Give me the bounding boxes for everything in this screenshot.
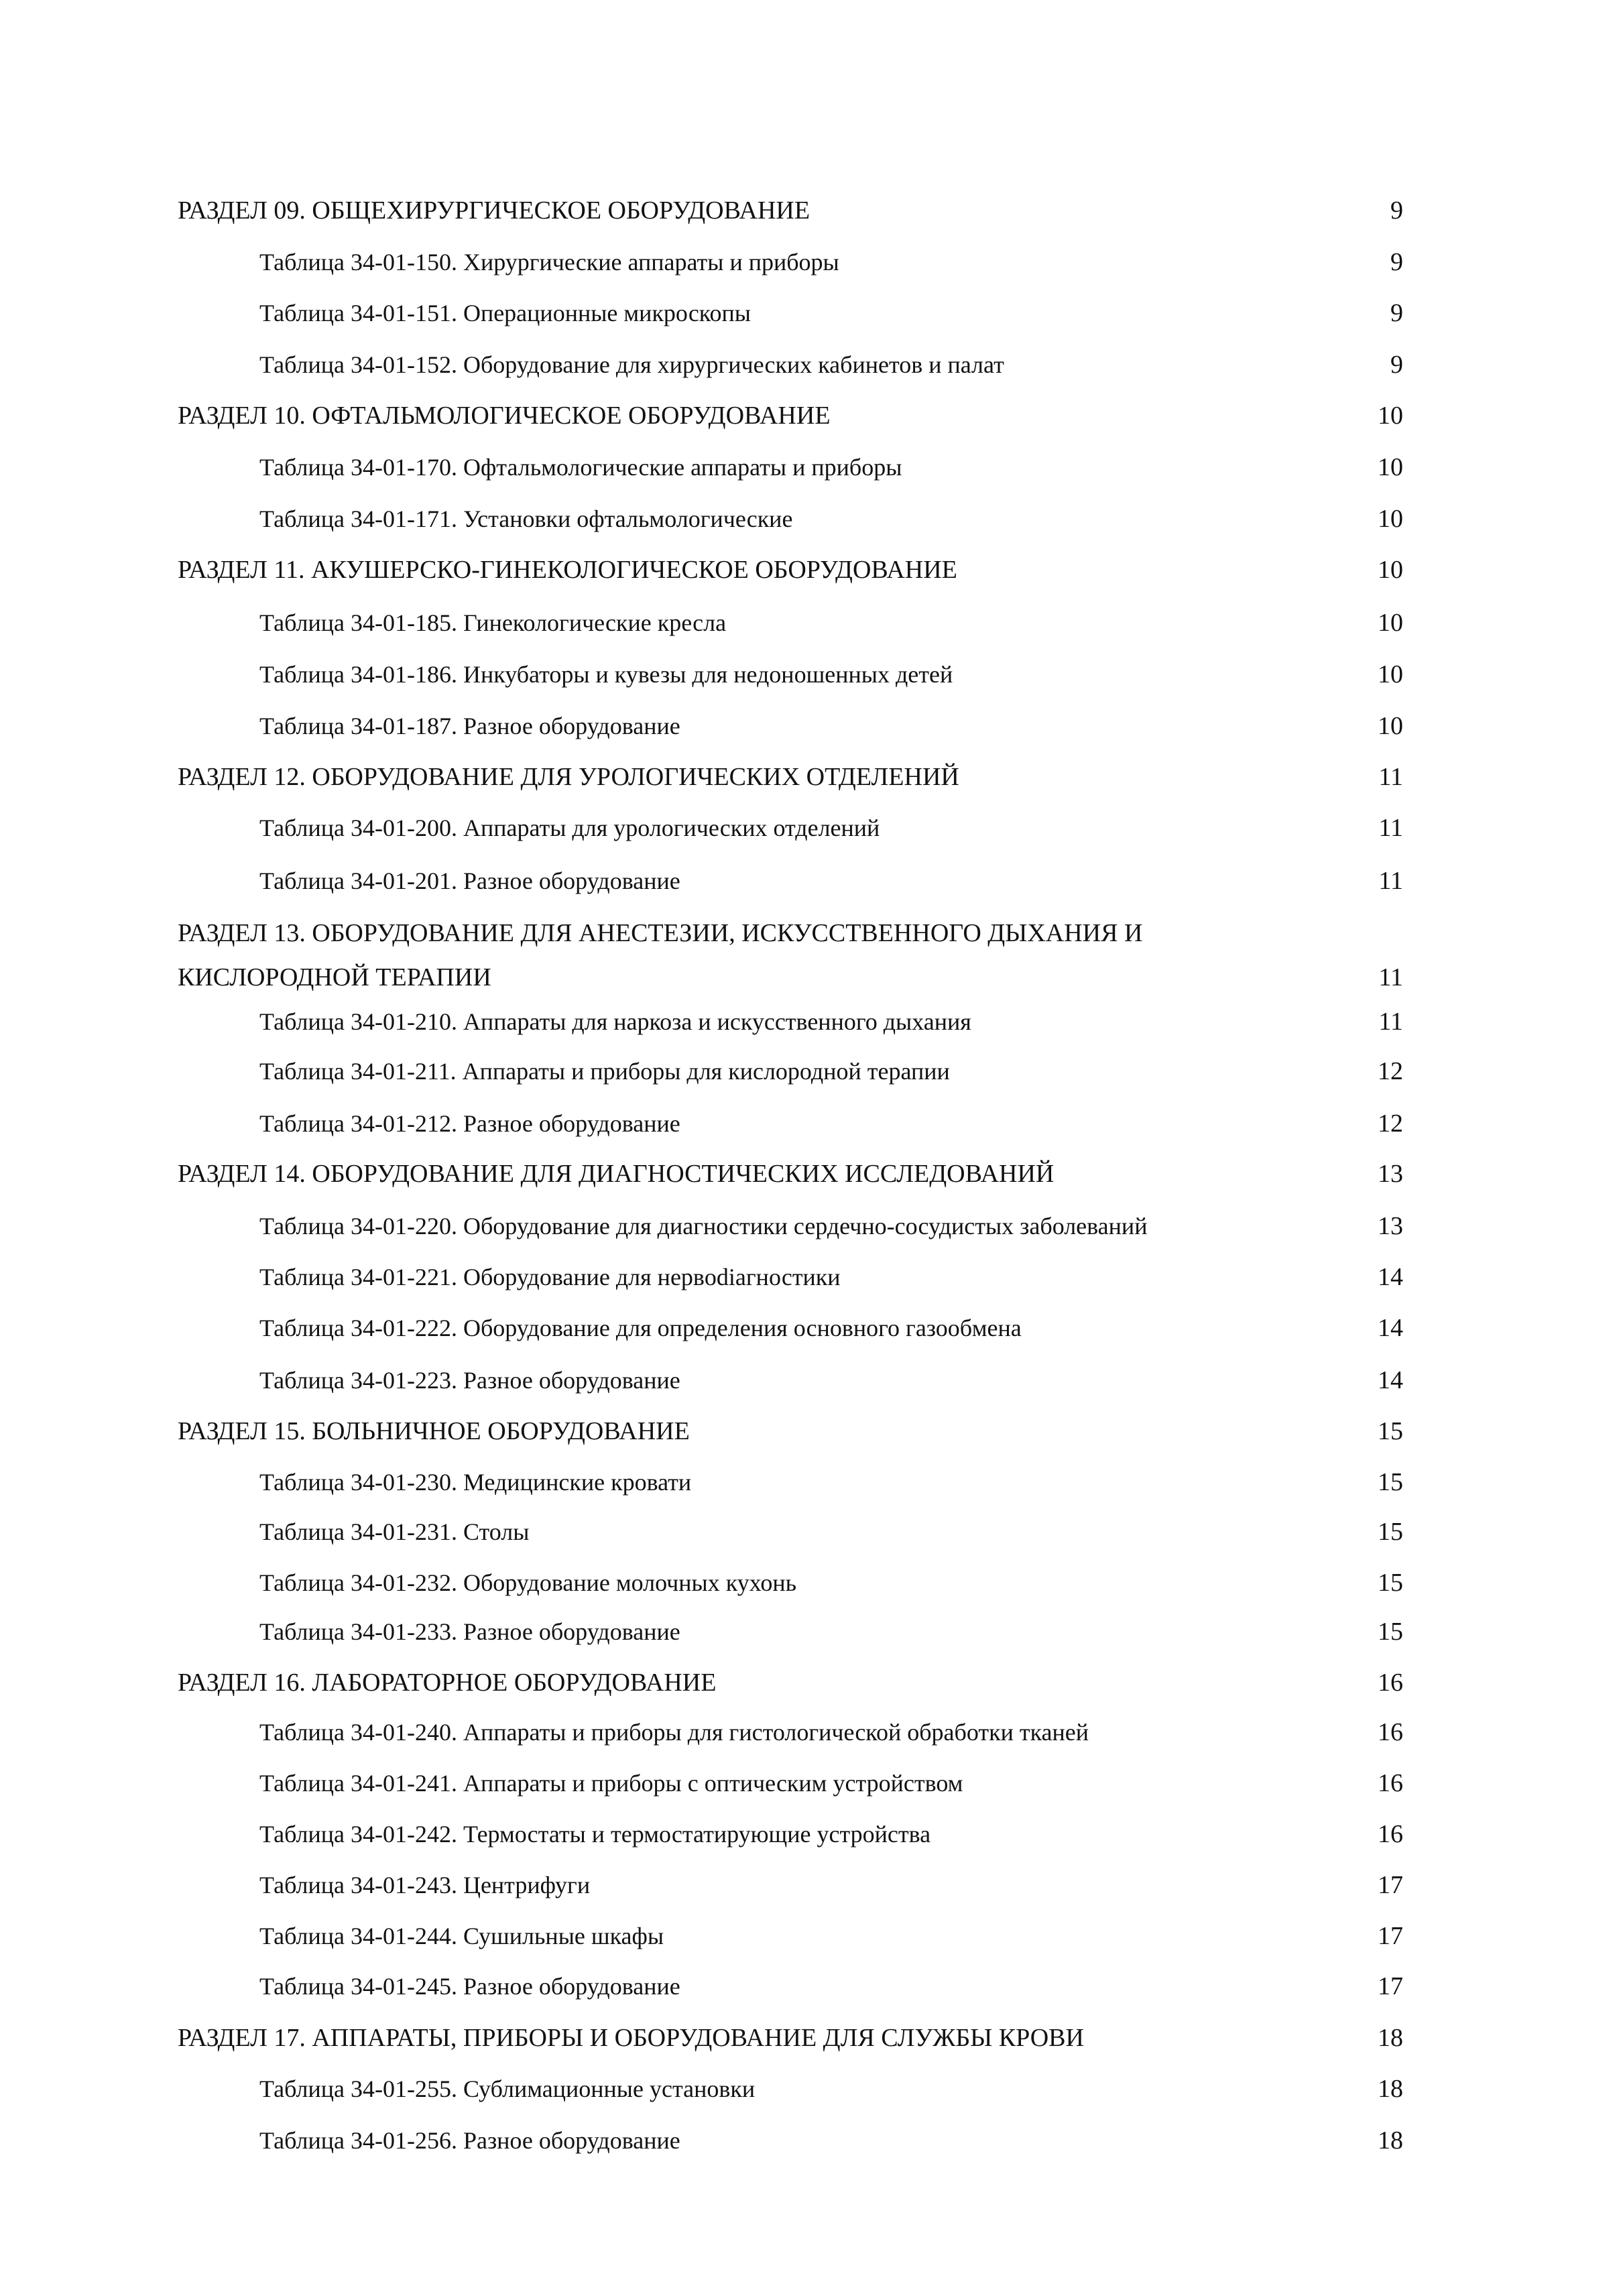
- toc-page-number: 10: [1378, 712, 1403, 740]
- toc-section-title: РАЗДЕЛ 16. ЛАБОРАТОРНОЕ ОБОРУДОВАНИЕ: [178, 1669, 717, 1697]
- toc-table-title: Таблица 34-01-187. Разное оборудование: [259, 713, 680, 739]
- toc-section-title: РАЗДЕЛ 14. ОБОРУДОВАНИЕ ДЛЯ ДИАГНОСТИЧЕСКИХ ИССЛЕДОВАНИЙ: [178, 1160, 1055, 1188]
- toc-page-number: 18: [1378, 2075, 1403, 2103]
- toc-page-number: 14: [1378, 1366, 1403, 1394]
- toc-table-title: Таблица 34-01-241. Аппараты и приборы с оптическим устройством: [259, 1770, 963, 1797]
- toc-table-title: Таблица 34-01-186. Инкубаторы и кувезы для недоношенных детей: [259, 661, 953, 688]
- toc-table-title: Таблица 34-01-256. Разное оборудование: [259, 2127, 680, 2154]
- toc-section-title: РАЗДЕЛ 09. ОБЩЕХИРУРГИЧЕСКОЕ ОБОРУДОВАНИЕ: [178, 196, 810, 225]
- toc-page-number: 13: [1378, 1212, 1403, 1240]
- toc-page-number: 13: [1378, 1160, 1403, 1188]
- toc-page-number: 15: [1378, 1618, 1403, 1646]
- toc-page-number: 10: [1378, 556, 1403, 584]
- toc-table-title: Таблица 34-01-152. Оборудование для хирургических кабинетов и палат: [259, 351, 1004, 378]
- toc-page-number: 10: [1378, 609, 1403, 637]
- toc-section-title: РАЗДЕЛ 10. ОФТАЛЬМОЛОГИЧЕСКОЕ ОБОРУДОВАНИЕ: [178, 402, 831, 430]
- toc-table-title: Таблица 34-01-231. Столы: [259, 1518, 530, 1545]
- toc-section-title: РАЗДЕЛ 12. ОБОРУДОВАНИЕ ДЛЯ УРОЛОГИЧЕСКИХ ОТДЕЛЕНИЙ: [178, 763, 959, 791]
- toc-page-number: 12: [1378, 1057, 1403, 1085]
- toc-page-number: 9: [1390, 196, 1403, 225]
- toc-page-number: 12: [1378, 1109, 1403, 1138]
- toc-page-number: 14: [1378, 1263, 1403, 1291]
- toc-page-number: 11: [1378, 963, 1403, 991]
- toc-page-number: 10: [1378, 402, 1403, 430]
- toc-page-number: 17: [1378, 1871, 1403, 1899]
- toc-table-title: Таблица 34-01-151. Операционные микроскопы: [259, 300, 751, 326]
- toc-table-title: Таблица 34-01-201. Разное оборудование: [259, 867, 680, 894]
- toc-table-title: Таблица 34-01-185. Гинекологические кресла: [259, 609, 727, 636]
- toc-page-number: 14: [1378, 1314, 1403, 1342]
- toc-section-title: РАЗДЕЛ 15. БОЛЬНИЧНОЕ ОБОРУДОВАНИЕ: [178, 1417, 690, 1445]
- toc-page-number: 9: [1390, 248, 1403, 276]
- toc-table-title: Таблица 34-01-255. Сублимационные установки: [259, 2075, 756, 2102]
- toc-table-title: Таблица 34-01-210. Аппараты для наркоза и искусственного дыхания: [259, 1008, 971, 1035]
- toc-table-title: Таблица 34-01-220. Оборудование для диагностики сердечно-сосудистых заболеваний: [259, 1213, 1148, 1240]
- toc-table-title: Таблица 34-01-211. Аппараты и приборы для кислородной терапии: [259, 1058, 950, 1085]
- toc-page-number: 11: [1378, 814, 1403, 842]
- toc-table-title: Таблица 34-01-243. Центрифуги: [259, 1872, 591, 1898]
- toc-page-number: 16: [1378, 1669, 1403, 1697]
- toc-table-title: Таблица 34-01-171. Установки офтальмологические: [259, 505, 793, 532]
- toc-page-number: 15: [1378, 1468, 1403, 1496]
- toc-table-title: Таблица 34-01-150. Хирургические аппараты и приборы: [259, 249, 839, 276]
- toc-page-number: 9: [1390, 351, 1403, 379]
- toc-section-title: РАЗДЕЛ 17. АППАРАТЫ, ПРИБОРЫ И ОБОРУДОВАНИЕ ДЛЯ СЛУЖБЫ КРОВИ: [178, 2024, 1084, 2052]
- toc-table-title: Таблица 34-01-222. Оборудование для определения основного газообмена: [259, 1315, 1022, 1341]
- toc-table-title: Таблица 34-01-200. Аппараты для урологических отделений: [259, 814, 880, 841]
- toc-table-title: Таблица 34-01-233. Разное оборудование: [259, 1618, 680, 1645]
- toc-page-number: 16: [1378, 1718, 1403, 1746]
- toc-page-number: 17: [1378, 1972, 1403, 2000]
- toc-page-number: 18: [1378, 2126, 1403, 2155]
- toc-page-number: 16: [1378, 1769, 1403, 1797]
- toc-section-title: РАЗДЕЛ 13. ОБОРУДОВАНИЕ ДЛЯ АНЕСТЕЗИИ, ИСКУССТВЕННОГО ДЫХАНИЯ И КИСЛОРОДНОЙ ТЕРАПИИ: [178, 919, 1143, 991]
- toc-table-title: Таблица 34-01-212. Разное оборудование: [259, 1110, 680, 1137]
- toc-page-number: 9: [1390, 299, 1403, 327]
- toc-page-number: 11: [1378, 763, 1403, 791]
- toc-table-title: Таблица 34-01-245. Разное оборудование: [259, 1973, 680, 2000]
- toc-table-title: Таблица 34-01-221. Оборудование для нервodiагностики: [259, 1264, 841, 1290]
- toc-page-number: 10: [1378, 453, 1403, 481]
- toc-table-title: Таблица 34-01-240. Аппараты и приборы для гистологической обработки тканей: [259, 1719, 1089, 1746]
- toc-page-number: 10: [1378, 505, 1403, 533]
- toc-page-number: 11: [1378, 1008, 1403, 1036]
- toc-page-number: 16: [1378, 1820, 1403, 1848]
- toc-page-number: 11: [1378, 867, 1403, 895]
- toc-table-title: Таблица 34-01-170. Офтальмологические аппараты и приборы: [259, 454, 902, 481]
- toc-table-title: Таблица 34-01-230. Медицинские кровати: [259, 1469, 692, 1496]
- toc-page-number: 15: [1378, 1569, 1403, 1597]
- toc-table-title: Таблица 34-01-244. Сушильные шкафы: [259, 1923, 664, 1949]
- toc-page-number: 15: [1378, 1417, 1403, 1445]
- toc-page-number: 17: [1378, 1922, 1403, 1950]
- toc-page-number: 15: [1378, 1518, 1403, 1546]
- toc-table-title: Таблица 34-01-242. Термостаты и термостатирующие устройства: [259, 1821, 931, 1848]
- toc-table-title: Таблица 34-01-223. Разное оборудование: [259, 1367, 680, 1394]
- toc-page-number: 18: [1378, 2024, 1403, 2052]
- toc-section-title: РАЗДЕЛ 11. АКУШЕРСКО-ГИНЕКОЛОГИЧЕСКОЕ ОБОРУДОВАНИЕ: [178, 556, 957, 584]
- toc-table-title: Таблица 34-01-232. Оборудование молочных кухонь: [259, 1569, 797, 1596]
- toc-page-number: 10: [1378, 660, 1403, 688]
